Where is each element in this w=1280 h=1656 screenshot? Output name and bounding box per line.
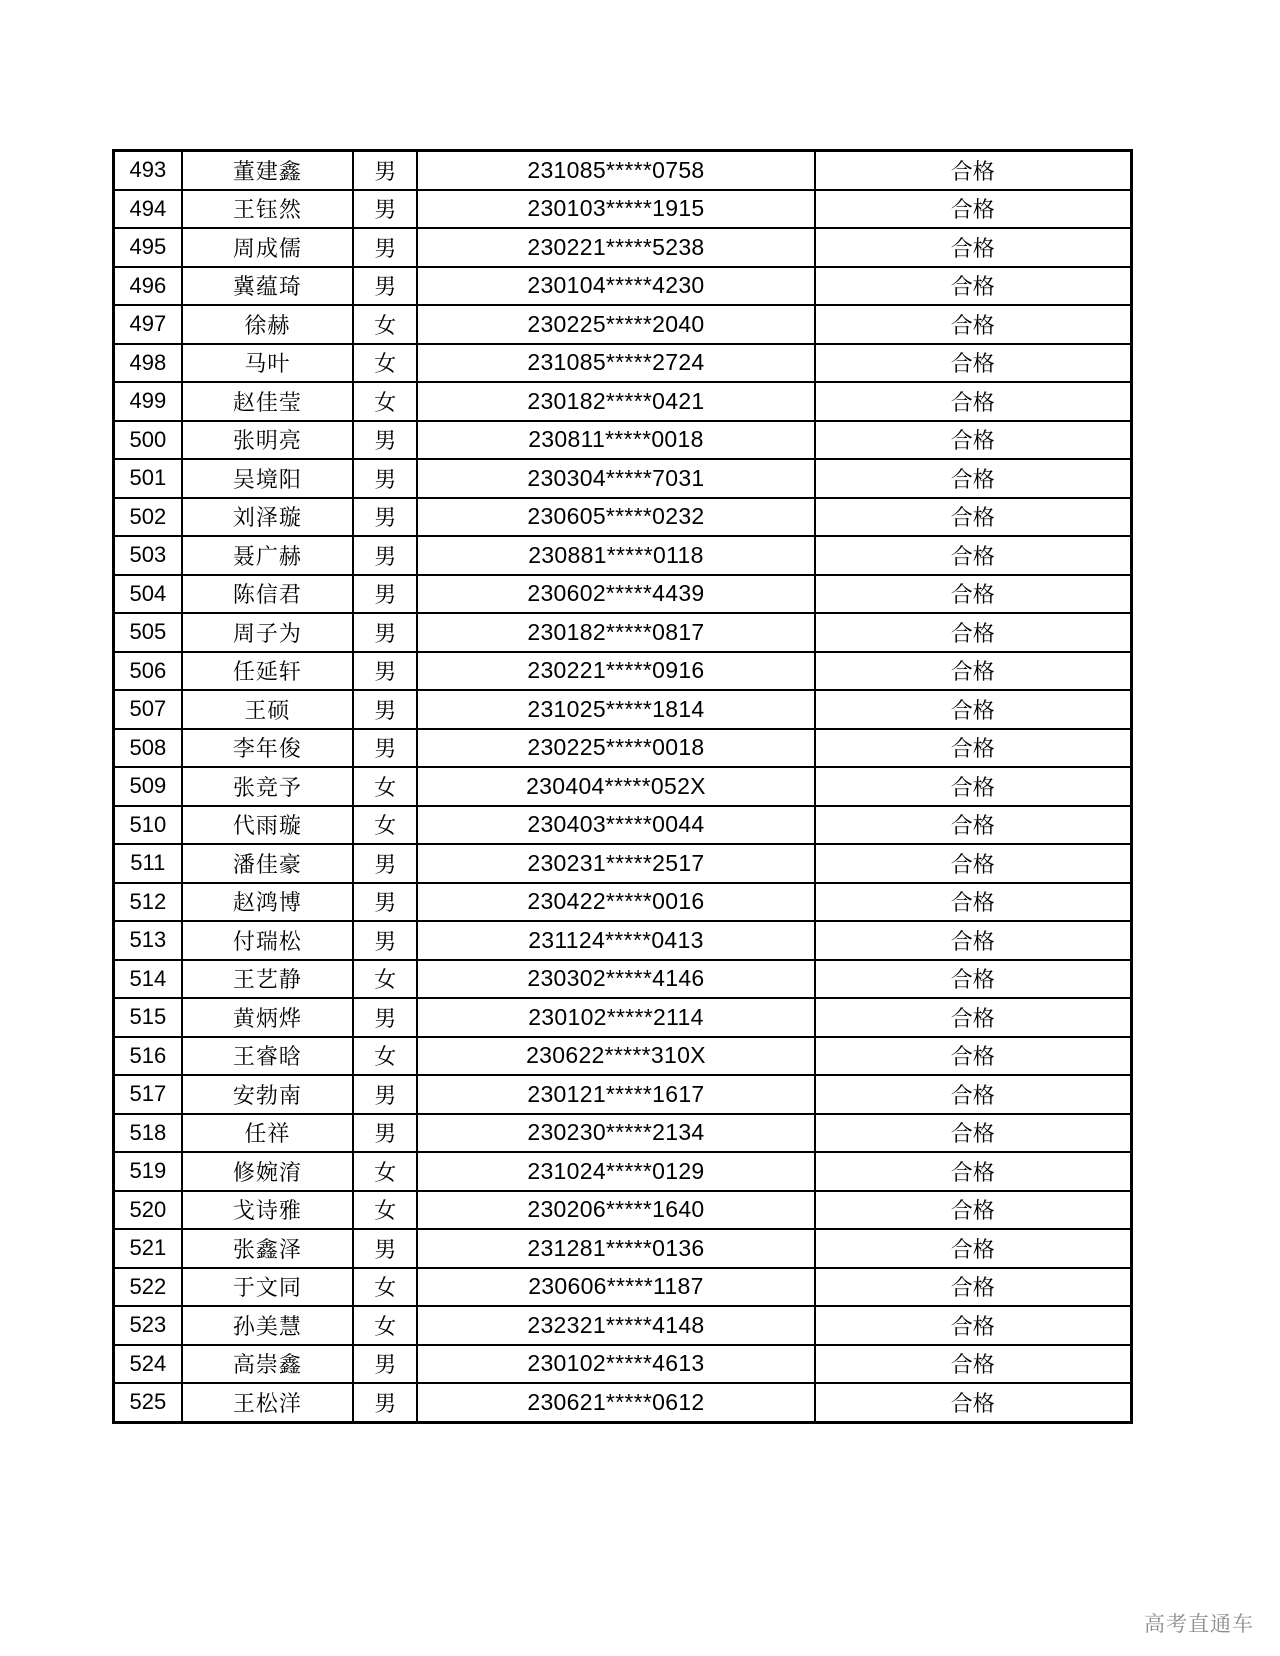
gender-cell: 女	[353, 1152, 417, 1191]
gender-cell: 女	[353, 960, 417, 999]
row-number-cell: 494	[114, 190, 182, 229]
result-cell: 合格	[815, 421, 1132, 460]
id-number-cell: 230221*****5238	[417, 228, 814, 267]
row-number-cell: 495	[114, 228, 182, 267]
name-cell: 马叶	[182, 344, 354, 383]
gender-cell: 男	[353, 883, 417, 922]
name-cell: 黄炳烨	[182, 998, 354, 1037]
gender-cell: 女	[353, 382, 417, 421]
id-number-cell: 230221*****0916	[417, 652, 814, 691]
gender-cell: 男	[353, 729, 417, 768]
row-number-cell: 524	[114, 1345, 182, 1384]
id-number-cell: 230102*****4613	[417, 1345, 814, 1384]
row-number-cell: 493	[114, 151, 182, 190]
id-number-cell: 230304*****7031	[417, 459, 814, 498]
id-number-cell: 231085*****2724	[417, 344, 814, 383]
name-cell: 代雨璇	[182, 806, 354, 845]
results-table	[112, 149, 1133, 1424]
name-cell: 王睿晗	[182, 1037, 354, 1076]
gender-cell: 男	[353, 190, 417, 229]
result-cell: 合格	[815, 536, 1132, 575]
row-number-cell: 519	[114, 1152, 182, 1191]
id-number-cell: 232321*****4148	[417, 1306, 814, 1345]
row-number-cell: 517	[114, 1075, 182, 1114]
row-number-cell: 513	[114, 921, 182, 960]
result-cell: 合格	[815, 575, 1132, 614]
watermark-text: 高考直通车	[1144, 1612, 1254, 1636]
name-cell: 聂广赫	[182, 536, 354, 575]
row-number-cell: 510	[114, 806, 182, 845]
row-number-cell: 521	[114, 1229, 182, 1268]
id-number-cell: 230811*****0018	[417, 421, 814, 460]
gender-cell: 男	[353, 844, 417, 883]
name-cell: 徐赫	[182, 305, 354, 344]
result-cell: 合格	[815, 998, 1132, 1037]
id-number-cell: 230230*****2134	[417, 1114, 814, 1153]
gender-cell: 男	[353, 613, 417, 652]
id-number-cell: 230622*****310X	[417, 1037, 814, 1076]
id-number-cell: 230881*****0118	[417, 536, 814, 575]
result-cell: 合格	[815, 960, 1132, 999]
table-row	[114, 806, 1132, 845]
gender-cell: 男	[353, 1075, 417, 1114]
name-cell: 潘佳豪	[182, 844, 354, 883]
gender-cell: 男	[353, 1114, 417, 1153]
row-number-cell: 503	[114, 536, 182, 575]
result-cell: 合格	[815, 844, 1132, 883]
result-cell: 合格	[815, 1306, 1132, 1345]
result-cell: 合格	[815, 806, 1132, 845]
table-row	[114, 998, 1132, 1037]
name-cell: 刘泽璇	[182, 498, 354, 537]
id-number-cell: 230403*****0044	[417, 806, 814, 845]
table-row	[114, 960, 1132, 999]
id-number-cell: 230225*****0018	[417, 729, 814, 768]
gender-cell: 女	[353, 767, 417, 806]
table-row	[114, 690, 1132, 729]
name-cell: 付瑞松	[182, 921, 354, 960]
table-row	[114, 1114, 1132, 1153]
gender-cell: 女	[353, 1191, 417, 1230]
result-cell: 合格	[815, 190, 1132, 229]
id-number-cell: 230621*****0612	[417, 1383, 814, 1422]
id-number-cell: 230404*****052X	[417, 767, 814, 806]
id-number-cell: 230104*****4230	[417, 267, 814, 306]
result-cell: 合格	[815, 883, 1132, 922]
row-number-cell: 518	[114, 1114, 182, 1153]
table-row	[114, 1345, 1132, 1384]
gender-cell: 男	[353, 1229, 417, 1268]
id-number-cell: 230206*****1640	[417, 1191, 814, 1230]
row-number-cell: 504	[114, 575, 182, 614]
gender-cell: 女	[353, 1037, 417, 1076]
id-number-cell: 230103*****1915	[417, 190, 814, 229]
result-cell: 合格	[815, 729, 1132, 768]
table-row	[114, 575, 1132, 614]
table-row	[114, 344, 1132, 383]
result-cell: 合格	[815, 151, 1132, 190]
id-number-cell: 230231*****2517	[417, 844, 814, 883]
name-cell: 陈信君	[182, 575, 354, 614]
row-number-cell: 501	[114, 459, 182, 498]
name-cell: 于文同	[182, 1268, 354, 1307]
table-row	[114, 613, 1132, 652]
id-number-cell: 231124*****0413	[417, 921, 814, 960]
gender-cell: 男	[353, 690, 417, 729]
result-cell: 合格	[815, 305, 1132, 344]
name-cell: 王艺静	[182, 960, 354, 999]
gender-cell: 男	[353, 921, 417, 960]
row-number-cell: 499	[114, 382, 182, 421]
gender-cell: 男	[353, 652, 417, 691]
result-cell: 合格	[815, 1229, 1132, 1268]
gender-cell: 男	[353, 998, 417, 1037]
gender-cell: 女	[353, 1268, 417, 1307]
result-cell: 合格	[815, 1152, 1132, 1191]
result-cell: 合格	[815, 344, 1132, 383]
gender-cell: 男	[353, 1345, 417, 1384]
table-row	[114, 883, 1132, 922]
result-cell: 合格	[815, 1114, 1132, 1153]
table-row	[114, 729, 1132, 768]
result-cell: 合格	[815, 767, 1132, 806]
table-row	[114, 421, 1132, 460]
gender-cell: 女	[353, 305, 417, 344]
row-number-cell: 497	[114, 305, 182, 344]
name-cell: 张明亮	[182, 421, 354, 460]
row-number-cell: 505	[114, 613, 182, 652]
table-row	[114, 536, 1132, 575]
gender-cell: 男	[353, 498, 417, 537]
table-row	[114, 652, 1132, 691]
id-number-cell: 231281*****0136	[417, 1229, 814, 1268]
gender-cell: 男	[353, 1383, 417, 1422]
results-table-body	[114, 151, 1132, 1423]
row-number-cell: 514	[114, 960, 182, 999]
table-row	[114, 1268, 1132, 1307]
row-number-cell: 498	[114, 344, 182, 383]
name-cell: 吴境阳	[182, 459, 354, 498]
table-row	[114, 190, 1132, 229]
id-number-cell: 230121*****1617	[417, 1075, 814, 1114]
result-cell: 合格	[815, 1037, 1132, 1076]
id-number-cell: 230605*****0232	[417, 498, 814, 537]
name-cell: 戈诗雅	[182, 1191, 354, 1230]
id-number-cell: 230302*****4146	[417, 960, 814, 999]
gender-cell: 女	[353, 344, 417, 383]
result-cell: 合格	[815, 921, 1132, 960]
table-row	[114, 1229, 1132, 1268]
table-row	[114, 228, 1132, 267]
table-row	[114, 844, 1132, 883]
name-cell: 赵佳莹	[182, 382, 354, 421]
result-cell: 合格	[815, 1268, 1132, 1307]
id-number-cell: 231024*****0129	[417, 1152, 814, 1191]
row-number-cell: 523	[114, 1306, 182, 1345]
row-number-cell: 507	[114, 690, 182, 729]
result-cell: 合格	[815, 1191, 1132, 1230]
gender-cell: 女	[353, 1306, 417, 1345]
id-number-cell: 230602*****4439	[417, 575, 814, 614]
id-number-cell: 230606*****1187	[417, 1268, 814, 1307]
table-row	[114, 1037, 1132, 1076]
id-number-cell: 231025*****1814	[417, 690, 814, 729]
id-number-cell: 230422*****0016	[417, 883, 814, 922]
id-number-cell: 230182*****0817	[417, 613, 814, 652]
row-number-cell: 509	[114, 767, 182, 806]
id-number-cell: 230225*****2040	[417, 305, 814, 344]
table-row	[114, 1152, 1132, 1191]
name-cell: 张竞予	[182, 767, 354, 806]
table-row	[114, 921, 1132, 960]
result-cell: 合格	[815, 1345, 1132, 1384]
gender-cell: 男	[353, 459, 417, 498]
table-row	[114, 498, 1132, 537]
result-cell: 合格	[815, 1383, 1132, 1422]
gender-cell: 男	[353, 228, 417, 267]
result-cell: 合格	[815, 228, 1132, 267]
table-row	[114, 267, 1132, 306]
id-number-cell: 231085*****0758	[417, 151, 814, 190]
table-row	[114, 382, 1132, 421]
name-cell: 任祥	[182, 1114, 354, 1153]
table-row	[114, 1306, 1132, 1345]
row-number-cell: 522	[114, 1268, 182, 1307]
name-cell: 王钰然	[182, 190, 354, 229]
result-cell: 合格	[815, 267, 1132, 306]
table-row	[114, 767, 1132, 806]
table-row	[114, 1191, 1132, 1230]
row-number-cell: 502	[114, 498, 182, 537]
gender-cell: 女	[353, 806, 417, 845]
result-cell: 合格	[815, 613, 1132, 652]
name-cell: 安勃南	[182, 1075, 354, 1114]
name-cell: 冀蕴琦	[182, 267, 354, 306]
result-cell: 合格	[815, 382, 1132, 421]
result-cell: 合格	[815, 498, 1132, 537]
gender-cell: 男	[353, 151, 417, 190]
result-cell: 合格	[815, 459, 1132, 498]
gender-cell: 男	[353, 575, 417, 614]
row-number-cell: 512	[114, 883, 182, 922]
row-number-cell: 515	[114, 998, 182, 1037]
name-cell: 高崇鑫	[182, 1345, 354, 1384]
result-cell: 合格	[815, 652, 1132, 691]
table-row	[114, 1075, 1132, 1114]
row-number-cell: 506	[114, 652, 182, 691]
name-cell: 王松洋	[182, 1383, 354, 1422]
row-number-cell: 520	[114, 1191, 182, 1230]
result-cell: 合格	[815, 1075, 1132, 1114]
result-cell: 合格	[815, 690, 1132, 729]
name-cell: 李年俊	[182, 729, 354, 768]
row-number-cell: 511	[114, 844, 182, 883]
gender-cell: 男	[353, 267, 417, 306]
name-cell: 周成儒	[182, 228, 354, 267]
name-cell: 赵鸿博	[182, 883, 354, 922]
name-cell: 周子为	[182, 613, 354, 652]
row-number-cell: 500	[114, 421, 182, 460]
gender-cell: 男	[353, 536, 417, 575]
name-cell: 董建鑫	[182, 151, 354, 190]
name-cell: 孙美慧	[182, 1306, 354, 1345]
table-row	[114, 1383, 1132, 1422]
gender-cell: 男	[353, 421, 417, 460]
row-number-cell: 525	[114, 1383, 182, 1422]
row-number-cell: 508	[114, 729, 182, 768]
name-cell: 张鑫泽	[182, 1229, 354, 1268]
name-cell: 王硕	[182, 690, 354, 729]
name-cell: 修婉淯	[182, 1152, 354, 1191]
name-cell: 任延轩	[182, 652, 354, 691]
table-row	[114, 151, 1132, 190]
row-number-cell: 496	[114, 267, 182, 306]
table-row	[114, 305, 1132, 344]
id-number-cell: 230182*****0421	[417, 382, 814, 421]
row-number-cell: 516	[114, 1037, 182, 1076]
id-number-cell: 230102*****2114	[417, 998, 814, 1037]
table-row	[114, 459, 1132, 498]
